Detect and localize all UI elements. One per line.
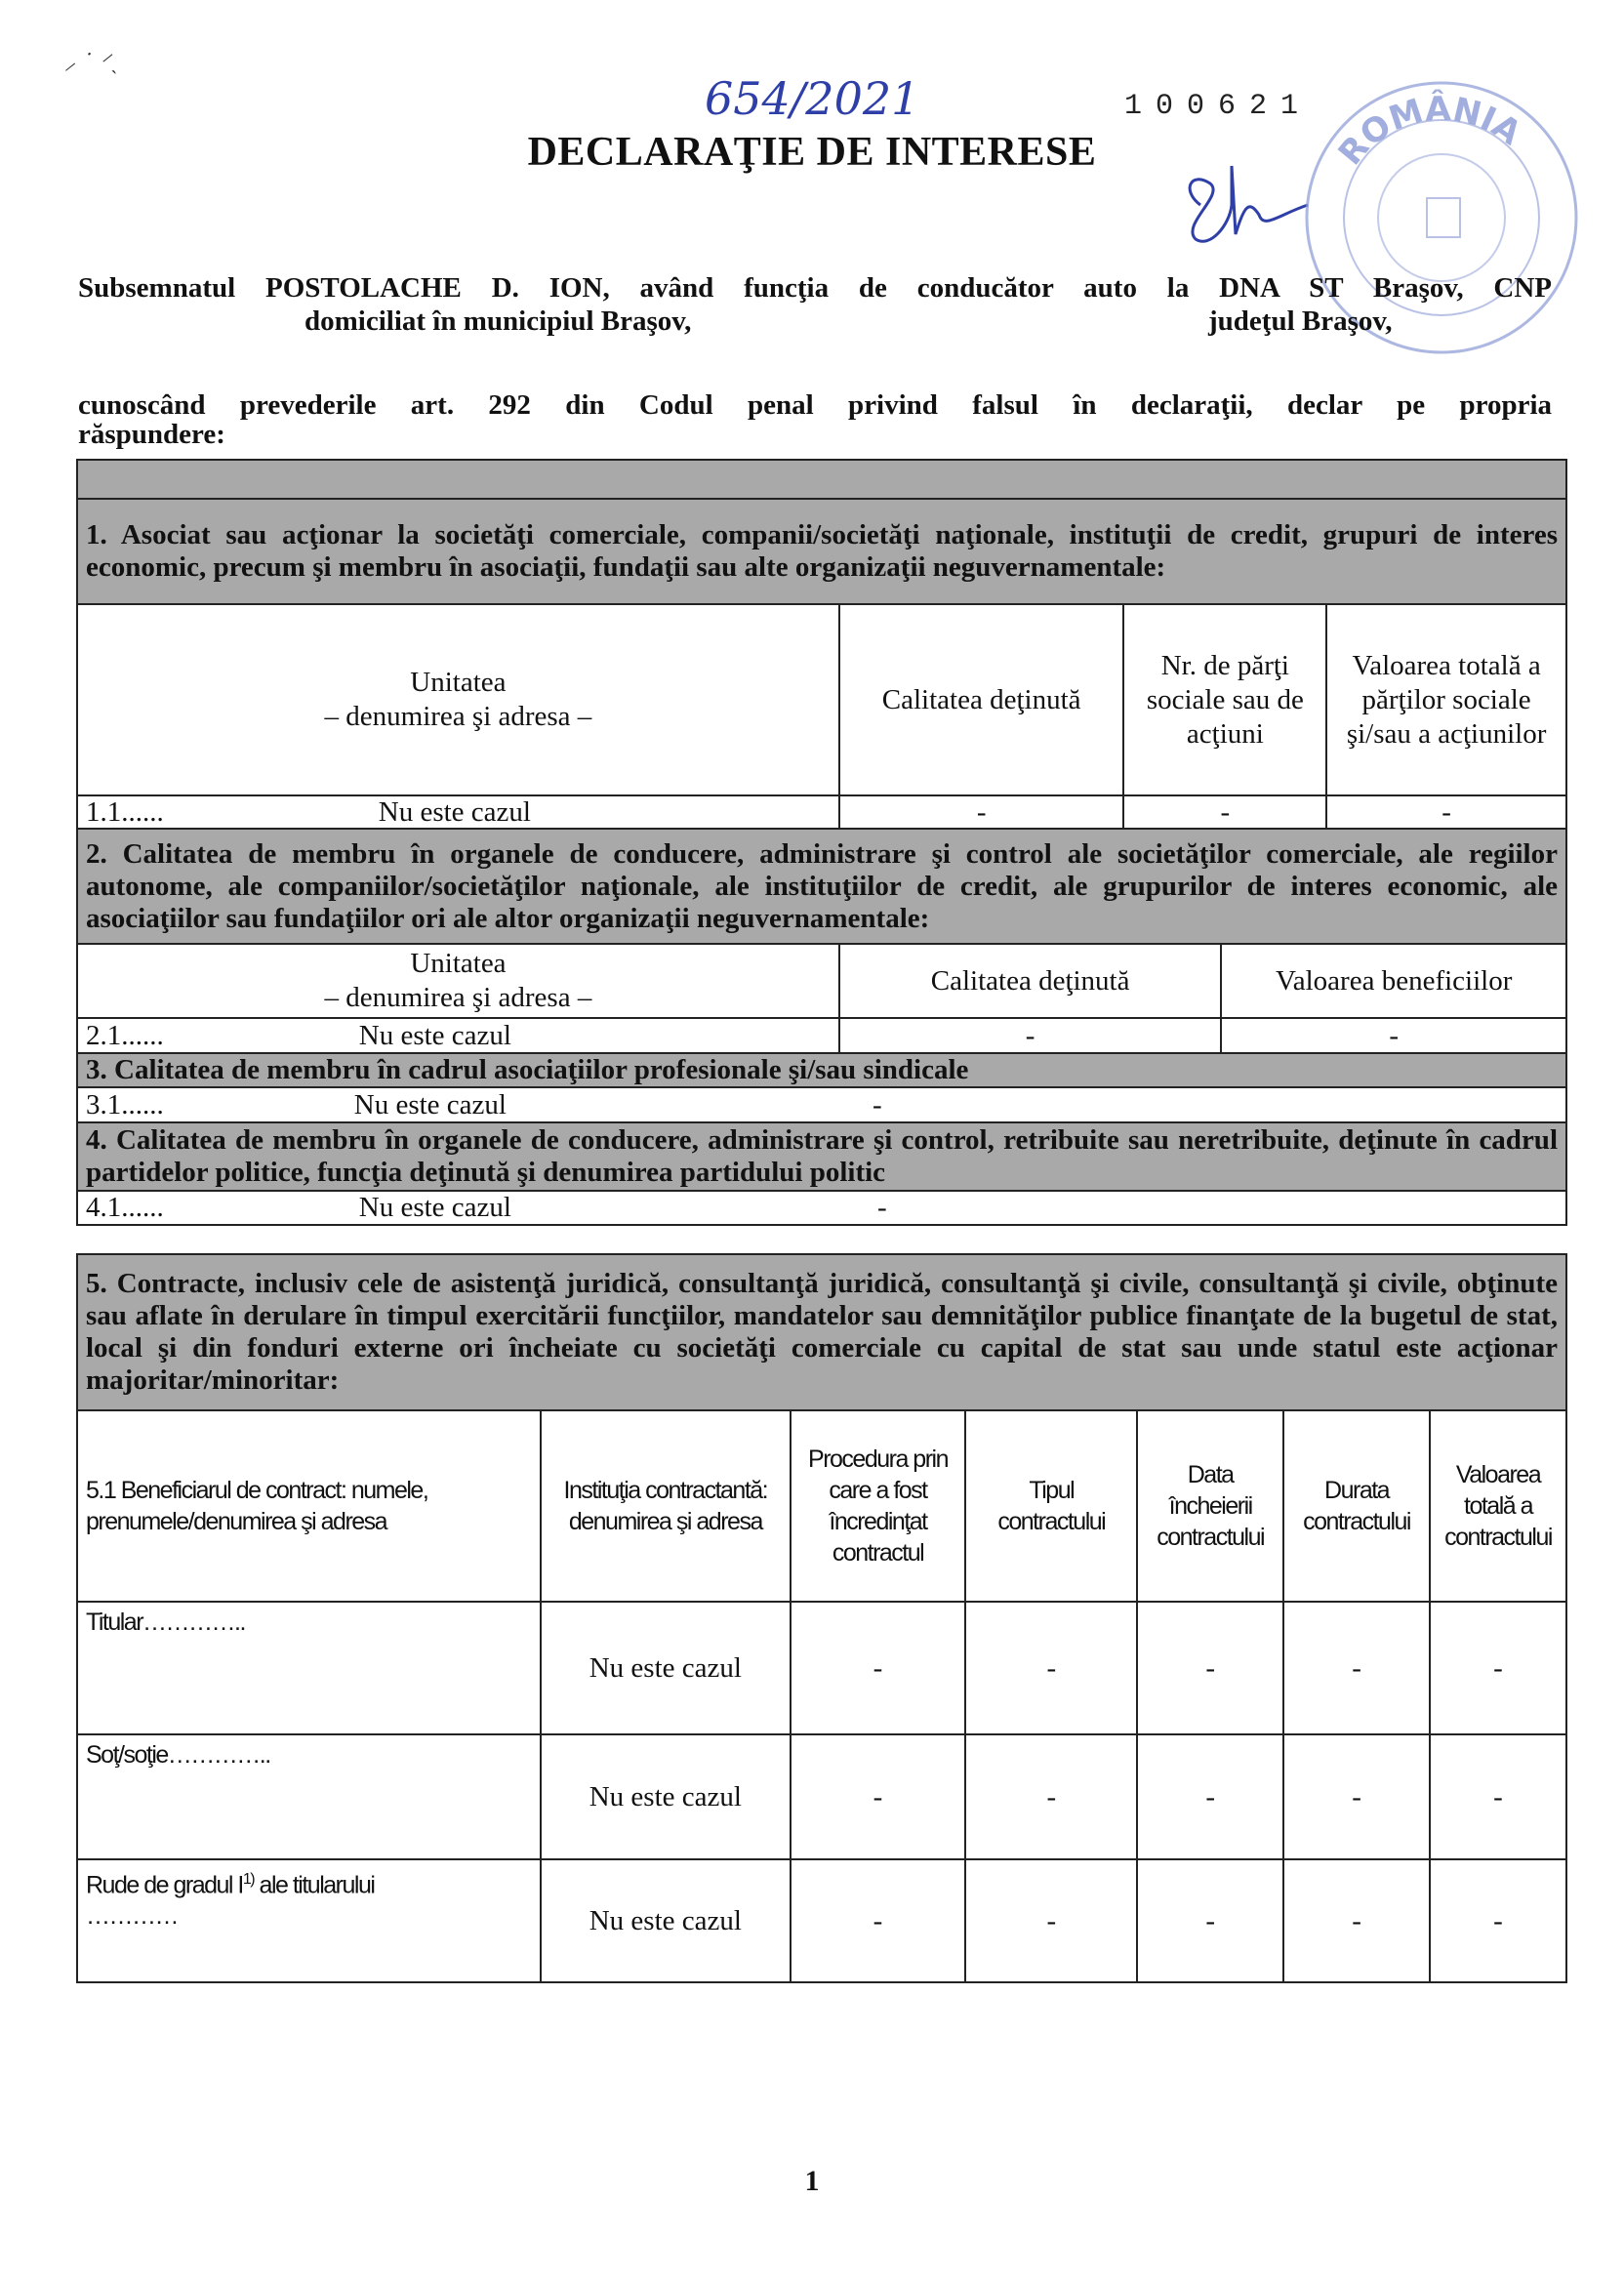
registration-number: 100621 [1124,90,1313,123]
s2-row: 2.1...... Nu este cazul [77,1018,839,1053]
section-5-heading: 5. Contracte, inclusiv cele de asistenţă juridică, consultanţă juridică, consultanţă şi civile, consultanţă şi civile, obţinute sau aflate în derulare în timpul exercitării funcţiilor, mandatelor sau demnităţilor publice finanţate de la bugetul de stat, local şi din fonduri externe ori încheiate cu societăţi comerciale cu capital de stat sau unde statul este acţionar majoritar/minoritar: [77,1254,1566,1410]
s5-row-institution: Nu este cazul [541,1734,791,1859]
s5-row-dash: - [1137,1859,1283,1982]
s5-row-dash: - [791,1859,966,1982]
s5-row-dash: - [1283,1602,1430,1734]
s5-row-dash: - [965,1734,1137,1859]
sections-1-4-table [76,498,1567,831]
s2-col-benefits: Valoarea beneficiilor [1221,944,1566,1018]
s5-col-duration: Durata contractului [1283,1410,1430,1602]
s5-row-dash: - [1137,1734,1283,1859]
s5-col-beneficiary: 5.1 Beneficiarul de contract: numele, prenumele/denumirea şi adresa [77,1410,541,1602]
s2-col-quality: Calitatea deţinută [839,944,1221,1018]
s5-col-date: Data încheierii contractului [1137,1410,1283,1602]
s5-row-titular [77,1602,1566,1734]
s1-col-quality: Calitatea deţinută [839,604,1124,795]
s2-benefits-value: - [1221,1018,1566,1053]
s2-col-unit: Unitatea – denumirea şi adresa – [77,944,839,1018]
stamp-text: ROMÂNIA [1330,89,1528,173]
section-3-heading: 3. Calitatea de membru în cadrul asociaţiilor profesionale şi/sau sindicale [77,1053,1566,1087]
s5-row-label: Titular………….. [77,1602,541,1734]
intro-line-3: cunoscând prevederile art. 292 din Codul penal privind falsul în declaraţii, declar pe propria [78,389,1552,421]
intro-paragraph [78,271,1552,338]
intro-line-2-left: domiciliat în municipiul Braşov, [304,305,692,337]
page-number: 1 [804,2165,820,2197]
s5-row-label: Soţ/soţie………….. [77,1734,541,1859]
s5-row-dash: - [1430,1734,1566,1859]
signature [1171,146,1318,254]
s5-row-dash: - [1283,1734,1430,1859]
s1-total-value: - [1326,795,1566,830]
s5-col-institution: Instituţia contractantă: denumirea şi adresa [541,1410,791,1602]
s5-row-label: Rude de gradul $I^{1)}$ ale titularului ………… [77,1859,541,1982]
page-title: DECLARAŢIE DE INTERESE [527,130,1097,175]
s1-col-shares: Nr. de părţi sociale sau de acţiuni [1123,604,1326,795]
intro-line-2-right: judeţul Braşov, [1208,305,1393,337]
s1-quality-value: - [839,795,1124,830]
s5-row-dash: - [1283,1859,1430,1982]
s3-row: 3.1...... Nu este cazul - [77,1087,1566,1122]
s4-row: 4.1...... Nu este cazul - [77,1191,1566,1225]
section-2-table [76,828,1567,1226]
s5-row-dash: - [1430,1602,1566,1734]
s2-quality-value: - [839,1018,1221,1053]
s5-row-institution: Nu este cazul [541,1859,791,1982]
corner-scribble: ⸝ ˙ ⸍ˎ [64,51,118,75]
s5-col-value: Valoarea totală a contractului [1430,1410,1566,1602]
s1-row: 1.1...... Nu este cazul [77,795,839,830]
s5-row-institution: Nu este cazul [541,1602,791,1734]
s5-row-dash: - [791,1734,966,1859]
s1-col-value: Valoarea totală a părţilor sociale şi/sau a acţiunilor [1326,604,1566,795]
handwritten-number: 654/2021 [705,72,920,125]
intro-line-4: răspundere: [78,419,225,450]
s5-row-dash: - [965,1602,1137,1734]
top-shaded-strip [76,459,1567,500]
s5-col-procedure: Procedura prin care a fost încredinţat contractul [791,1410,966,1602]
s5-row-relatives [77,1859,1566,1982]
s1-shares-value: - [1123,795,1326,830]
intro-line-1: Subsemnatul POSTOLACHE D. ION, având funcţia de conducător auto la DNA ST Braşov, CNP [78,272,1552,304]
section-2-heading: 2. Calitatea de membru în organele de conducere, administrare şi control ale societăţilor comerciale, ale regiilor autonome, ale companiilor/societăţilor naţionale, ale instituţiilor de credit, ale grupurilor de interes economic, ale asociaţiilor sau fundaţiilor ori ale altor organizaţii neguvernamentale: [77,829,1566,944]
s1-col-unit: Unitatea – denumirea şi adresa – [77,604,839,795]
intro-paragraph-2 [78,390,1552,449]
section-1-heading: 1. Asociat sau acţionar la societăţi comerciale, companii/societăţi naţionale, instituţii de credit, grupuri de interes economic, precum şi membru în asociaţii, fundaţii sau alte organizaţii neguvernamentale: [77,499,1566,604]
s5-row-dash: - [791,1602,966,1734]
s5-row-dash: - [1430,1859,1566,1982]
section-5-table [76,1253,1567,1983]
s5-row-spouse [77,1734,1566,1859]
s5-col-type: Tipul contractului [965,1410,1137,1602]
s5-row-dash: - [965,1859,1137,1982]
svg-text:ROMÂNIA [1331,89,1529,173]
s5-row-dash: - [1137,1602,1283,1734]
section-4-heading: 4. Calitatea de membru în organele de conducere, administrare şi control, retribuite sau neretribuite, deţinute în cadrul partidelor politice, funcţia deţinută şi denumirea partidului politic [77,1122,1566,1191]
